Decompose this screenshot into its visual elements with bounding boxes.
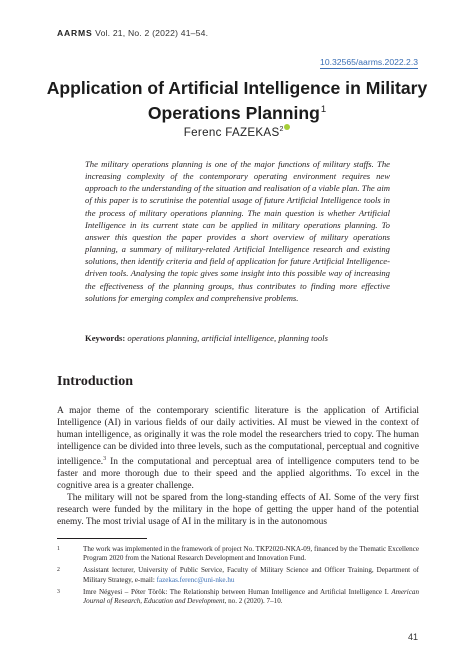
body-paragraph-1: A major theme of the contemporary scientific literature is the application of Artificial Intelligence (AI) in various fields of our daily activities. AI must be viewed in the context of human intelligence, as originally it was the role model the researchers tried to copy. The human intelligence can be divided into three levels, such as the computational, perceptual and cognitive intelligence.$^3$ In the computational and perceptual area of intelligence computers tend to be faster and more thorough due to their speed and the applied algorithms. To excel in the cognitive area is a greater challenge. [57,406,419,491]
abstract: The military operations planning is one of the major functions of military staffs. The increasing complexity of the contemporary operating environment requires new approach to the understanding of the situation and realisation of a viable plan. The aim of this paper is to scrutinise the potential usage of future Artificial Intelligence tools in the process of military operations planning. The main question is whether Artificial Intelligence in its current state can be applied in military operations planning. To answer this question the paper provides a short overview of military operations planning, a summary of military-related Artificial Intelligence research and existing solutions, then identify criteria and field of application for future Artificial Intelligence-driven tools. Analysing the topic gives some insight into this possible way of increasing the effectiveness of the planning groups, thus contributes to finding more effective solutions for emerging complex and comprehensive problems. [85,159,390,303]
footnote-2 [57,566,419,584]
footnote-3 [57,588,419,606]
volume-info: Vol. 21, No. 2 (2022) 41–54. [95,28,209,38]
footnotes [57,545,419,609]
author-line [0,124,474,139]
page-number: 41 [407,632,418,642]
title-text: Application of Artificial Intelligence in Military Operations Planning [46,78,428,123]
author-email-link[interactable]: fazekas.ferenc@uni-nke.hu [156,575,235,584]
keywords [85,332,395,344]
footnote-number: 3 [57,588,60,595]
author-footnote-mark: 2 [279,126,284,133]
body-paragraph-2: The military will not be spared from the long-standing effects of AI. Some of the very first research were funded by the military in the hope of getting the upper hand of the potential enemy. The most trivial usage of AI in the military is in the autonomous [57,492,419,527]
title-footnote-mark: 1 [320,104,327,115]
footnote-number: 1 [57,546,60,552]
section-heading: Introduction [57,374,133,389]
keywords-label: Keywords: [85,333,126,343]
keywords-text: operations planning, artificial intelligence, planning tools [127,333,328,343]
footnote-number: 2 [57,567,60,574]
journal-header [57,28,208,38]
footnote-text: Imre Négyesi – Péter Török: The Relationship between Human Intelligence and Artificial Intelligence I. American Journal of Research, Education and Development, no. 2 (2020). 7–10. [83,587,419,606]
footnote-divider [57,538,147,539]
doi-link[interactable]: 10.32565/aarms.2022.2.3 [320,57,418,67]
orcid-icon[interactable] [284,124,290,130]
footnote-ref-3[interactable]: 3 [103,455,107,462]
footnote-1 [57,545,419,563]
footnote-text: Assistant lecturer, University of Public Service, Faculty of Military Science and Officer Training, Department of Military Strategy, e-mail: fazekas.ferenc@uni-nke.hu [83,566,419,584]
paper-title [40,78,434,124]
journal-name: AARMS [57,28,93,38]
footnote-text: The work was implemented in the framework of project No. TKP2020-NKA-09, financed by the Thematic Excellence Program 2020 from the National Research Development and Innovation Fund. [83,545,419,563]
body-text [57,406,419,529]
journal-citation: American Journal of Research, Education and Development, [83,587,419,606]
author-name: Ferenc FAZEKAS [183,126,280,139]
